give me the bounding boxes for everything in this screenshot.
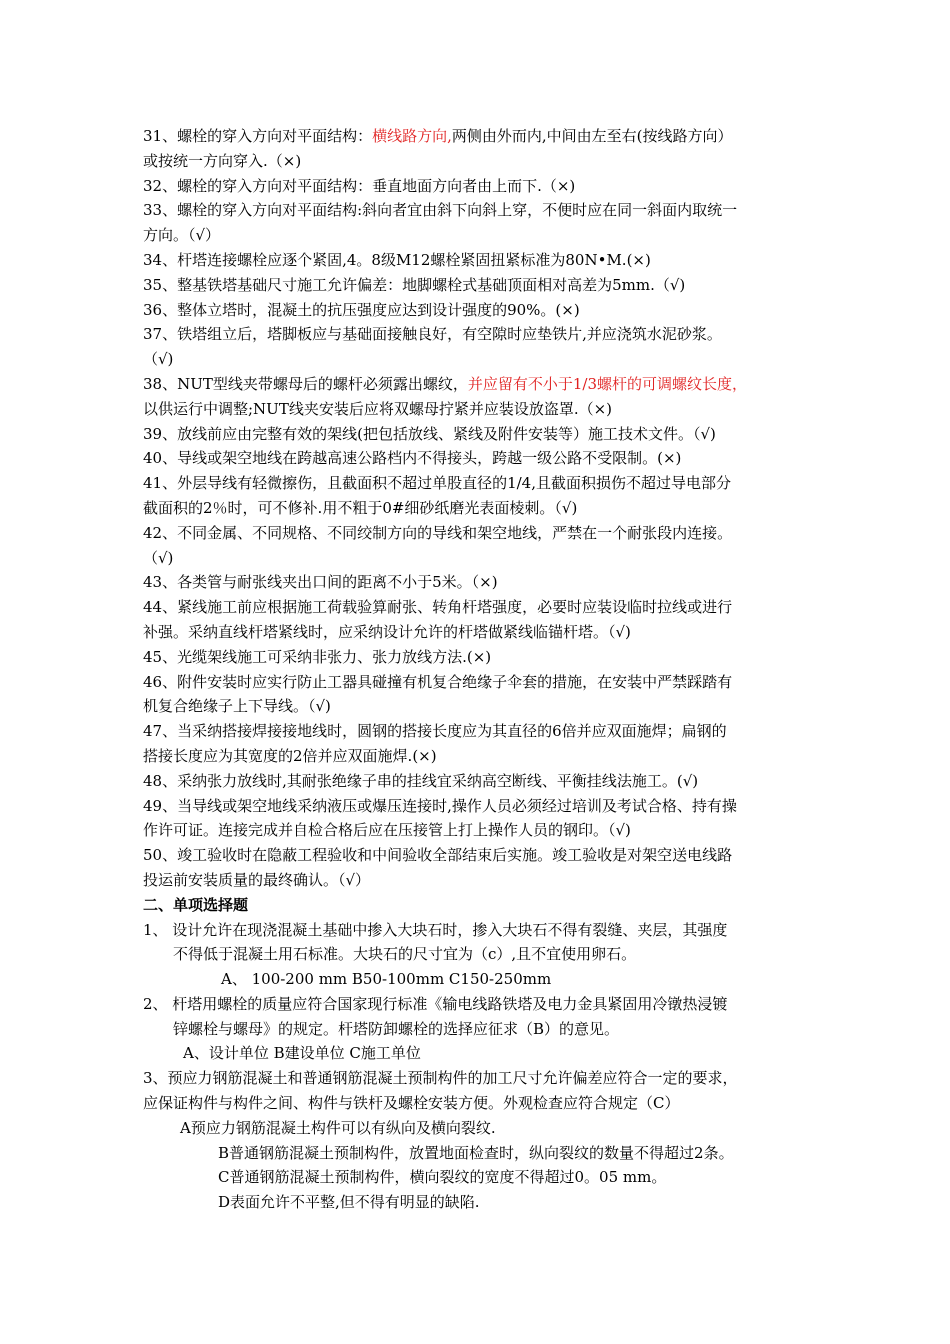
s2-line-1: 2、 杆塔用螺栓的质量应符合国家现行标准《输电线路铁塔及电力金具紧固用冷镦热浸镀	[143, 994, 728, 1013]
q48-line: 48、采纳张力放线时,其耐张绝缘子串的挂线宜采纳高空断线、平衡挂线法施工。(√)	[143, 771, 699, 790]
q43-line: 43、各类管与耐张线夹出口间的距离不小于5米。（×)	[143, 573, 498, 592]
q38-line-1	[143, 372, 814, 397]
q37-line-1: 37、铁塔组立后，塔脚板应与基础面接触良好，有空隙时应垫铁片,并应浇筑水泥砂浆。	[143, 325, 722, 344]
q33-line-1: 33、螺栓的穿入方向对平面结构:斜向者宜由斜下向斜上穿，不便时应在同一斜面内取统一	[143, 201, 738, 220]
q39-line: 39、放线前应由完整有效的架线(把包括放线、紧线及附件安装等）施工技术文件。（√)	[143, 424, 716, 443]
s3-option-c: C普通钢筋混凝土预制构件，横向裂纹的宽度不得超过0。05 mm。	[218, 1168, 667, 1187]
s1-line-1: 1、 设计允许在现浇混凝土基础中掺入大块石时，掺入大块石不得有裂缝、夹层，其强度	[143, 920, 728, 939]
q37-line-2: （√)	[143, 350, 174, 369]
q34-line: 34、杆塔连接螺栓应逐个紧固,4。8级M12螺栓紧固扭紧标准为80N•M.(×)	[143, 250, 651, 269]
s3-line-1: 3、预应力钢筋混凝土和普通钢筋混凝土预制构件的加工尺寸允许偏差应符合一定的要求，	[143, 1069, 738, 1088]
s1-options: A、 100-200 mm B50-100mm C150-250mm	[221, 970, 552, 989]
s2-line-2: 锌螺栓与螺母》的规定。杆塔防卸螺栓的选择应征求（B）的意见。	[173, 1019, 620, 1038]
q36-line: 36、整体立塔时，混凝土的抗压强度应达到设计强度的90%。(×)	[143, 300, 580, 319]
q44-line-1: 44、紧线施工前应根据施工荷载验算耐张、转角杆塔强度，必要时应装设临时拉线或进行	[143, 598, 733, 617]
q41-line-2: 截面积的2％时，可不修补.用不粗于0#细砂纸磨光表面棱刺。（√)	[143, 498, 578, 517]
q47-line-1: 47、当采纳搭接焊接接地线时，圆钢的搭接长度应为其直径的6倍并应双面施焊；扁钢的	[143, 722, 727, 741]
q38-text: 38、NUT型线夹带螺母后的螺杆必须露出螺纹，	[143, 374, 468, 393]
q31-highlight: 横线路方向,	[372, 127, 452, 145]
q32-line: 32、螺栓的穿入方向对平面结构：垂直地面方向者由上而下.（×)	[143, 176, 576, 195]
q40-line: 40、导线或架空地线在跨越高速公路档内不得接头，跨越一级公路不受限制。(×)	[143, 449, 682, 468]
q47-line-2: 搭接长度应为其宽度的2倍并应双面施焊.(×)	[143, 746, 437, 765]
s2-options: A、设计单位 B建设单位 C施工单位	[183, 1044, 421, 1063]
q50-line-2: 投运前安装质量的最终确认。（√）	[143, 870, 371, 889]
q31-text: 31、螺栓的穿入方向对平面结构：	[143, 127, 373, 145]
q50-line-1: 50、竣工验收时在隐蔽工程验收和中间验收全部结束后实施。竣工验收是对架空送电线路	[143, 846, 733, 865]
q33-line-2: 方向。（√）	[143, 226, 221, 245]
s1-line-2: 不得低于混凝土用石标准。大块石的尺寸宜为（c）,且不宜使用卵石。	[173, 945, 637, 964]
s3-line-2: 应保证构件与构件之间、构件与铁杆及螺栓安装方便。外观检查应符合规定（C）	[143, 1094, 680, 1113]
q31-text-cont: 两侧由外而内,中间由左至右(按线路方向）	[451, 127, 733, 145]
q31-line-1	[143, 124, 814, 149]
s3-option-d: D表面允许不平整,但不得有明显的缺陷.	[218, 1193, 480, 1212]
q42-line-1: 42、不同金属、不同规格、不同绞制方向的导线和架空地线，严禁在一个耐张段内连接。	[143, 523, 733, 542]
q49-line-1: 49、当导线或架空地线采纳液压或爆压连接时,操作人员必须经过培训及考试合格、持有操	[143, 796, 737, 815]
s3-option-b: B普通钢筋混凝土预制构件，放置地面检查时，纵向裂纹的数量不得超过2条。	[218, 1143, 734, 1162]
s3-option-a: A预应力钢筋混凝土构件可以有纵向及横向裂纹.	[180, 1118, 496, 1137]
q41-line-1: 41、外层导线有轻微擦伤，且截面积不超过单股直径的1/4,且截面积损伤不超过导电部分	[143, 474, 731, 493]
q42-line-2: （√)	[143, 548, 174, 567]
q44-line-2: 补强。采纳直线杆塔紧线时，应采纳设计允许的杆塔做紧线临锚杆塔。（√)	[143, 622, 631, 641]
q38-highlight: 并应留有不小于1/3螺杆的可调螺纹长度，	[467, 374, 748, 393]
q31-line-2: 或按统一方向穿入.（×)	[143, 151, 302, 170]
q49-line-2: 作许可证。连接完成并自检合格后应在压接管上打上操作人员的钢印。（√)	[143, 821, 631, 840]
section-heading: 二、单项选择题	[143, 895, 249, 914]
q46-line-1: 46、附件安装时应实行防止工器具碰撞有机复合绝缘子伞套的措施，在安装中严禁踩踏有	[143, 672, 733, 691]
q46-line-2: 机复合绝缘子上下导线。（√)	[143, 697, 331, 716]
q38-line-2: 以供运行中调整;NUT线夹安装后应将双螺母拧紧并应装设放盗罩.（×)	[143, 399, 613, 418]
q45-line: 45、光缆架线施工可采纳非张力、张力放线方法.(×)	[143, 647, 492, 666]
q35-line: 35、整基铁塔基础尺寸施工允许偏差：地脚螺栓式基础顶面相对高差为5mm.（√)	[143, 275, 686, 294]
